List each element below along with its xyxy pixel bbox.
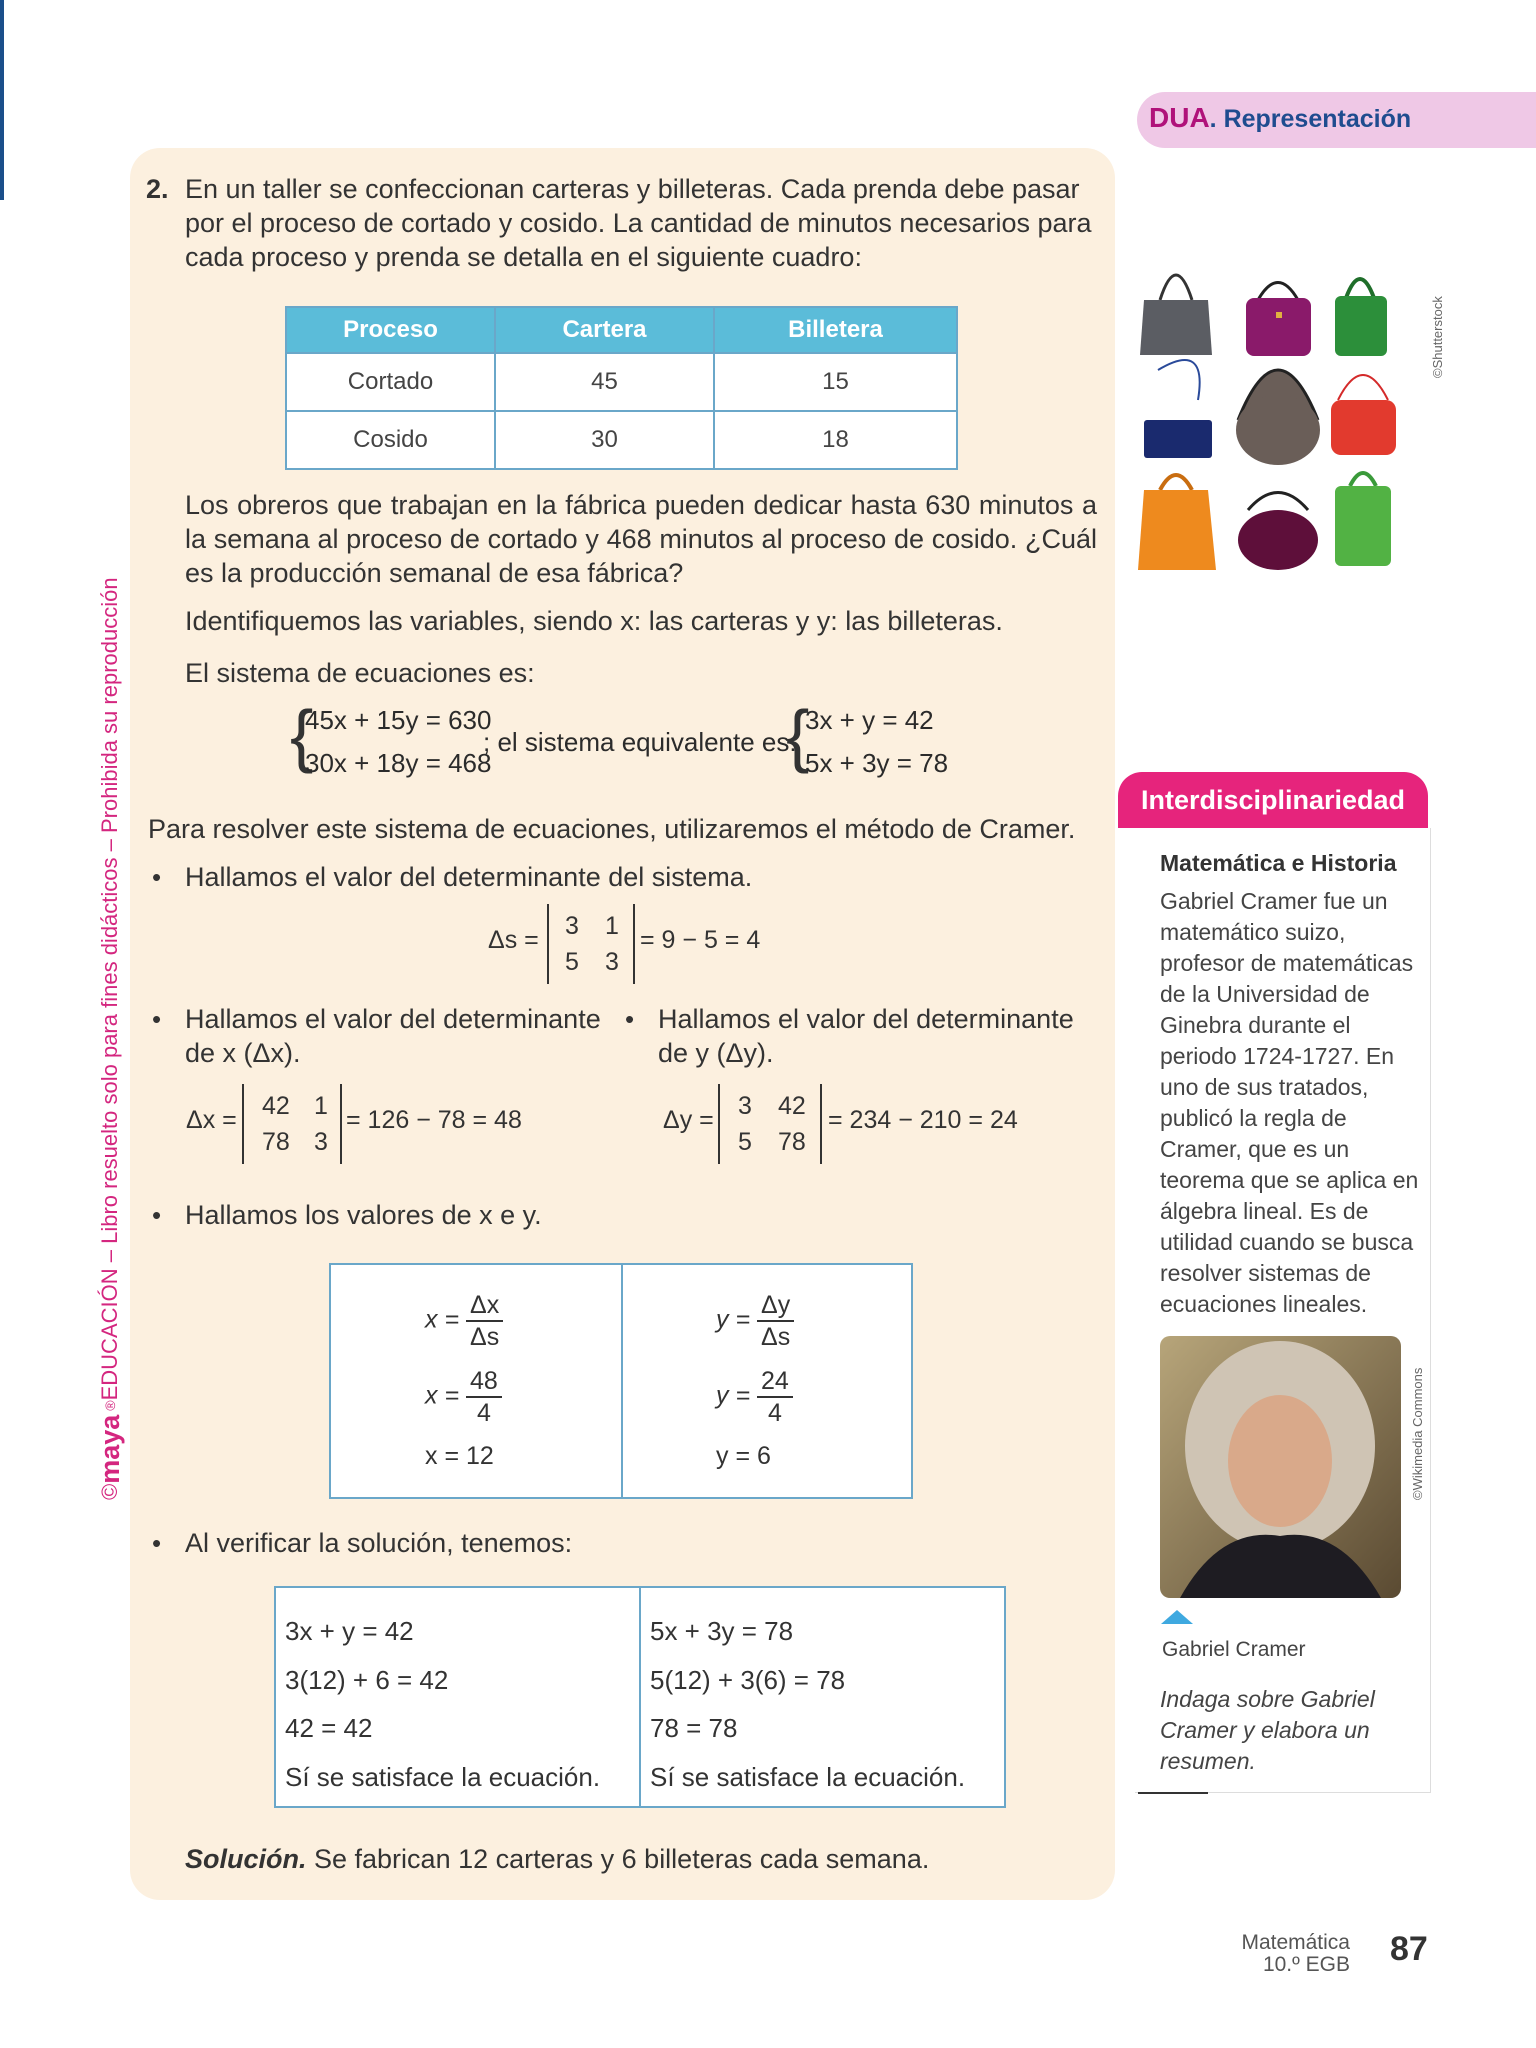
step1-text: • Hallamos el valor del determinante del sistema. [185,860,752,894]
table-cell: 18 [714,411,957,469]
shutterstock-credit: ©Shutterstock [1430,296,1445,378]
solve-y-line1: y = $\frac{\Delta y}{\Delta s}$ [716,1290,794,1352]
step5-text: • Al verificar la solución, tenemos: [185,1526,572,1560]
bag-icon [1246,283,1311,357]
footer-subject: Matemática 10.º EGB [1241,1931,1350,1976]
solve-y-final: y = 6 [716,1442,771,1470]
step2-text: • Hallamos el valor del determinante de x (Δx). [185,1002,605,1070]
page-number: 87 [1390,1930,1428,1968]
det-y-matrix: 3 42 5 78 [718,1084,822,1164]
det-x-result: = 126 − 78 = 48 [346,1106,522,1134]
verify-right: 5x + 3y = 78 5(12) + 3(6) = 78 78 = 78 Sí se satisface la ecuación. [650,1616,966,1792]
solve-x-line2: x = $\frac{48}{4}$ [425,1366,502,1428]
det-x-label: Δx = [186,1106,237,1134]
table-cell: 30 [495,411,714,469]
variables-text: Identifiquemos las variables, siendo x: las carteras y y: las billeteras. [185,606,1003,636]
left-brace: { [290,696,314,774]
bag-icon [1335,279,1387,356]
interdisciplinary-tab: Interdisciplinariedad [1118,772,1428,828]
left-edge-bar [0,0,4,200]
verify-left: 3x + y = 42 3(12) + 6 = 42 42 = 42 Sí se satisface la ecuación. [285,1616,601,1792]
solution-line: Solución. Se fabrican 12 carteras y 6 billeteras cada semana. [185,1844,930,1874]
system1-eq2: 30x + 18y = 468 [305,748,492,778]
det-x-matrix: 42 1 78 3 [242,1084,342,1164]
bag-icon [1144,360,1212,458]
bag-icon [1238,493,1318,571]
sidebar-text: Gabriel Cramer fue un matemático suizo, profesor de matemáticas de la Universidad de Ginebra durante el periodo 1724-1727. En uno de sus tratados, publicó la regla de Cramer, que es un teorema que se aplica en álgebra lineal. Es de utilidad cuando se busca resolver sistemas de ecuaciones lineales. [1160,888,1419,1317]
table-header: Cartera [495,307,714,353]
system1-eq1: 45x + 15y = 630 [305,705,492,735]
system-label: El sistema de ecuaciones es: [185,658,535,688]
det-y-label: Δy = [663,1106,714,1134]
right-brace: { [786,696,810,774]
table-cell: 15 [714,353,957,411]
handbags-illustration [1138,250,1428,570]
wikimedia-credit: ©Wikimedia Commons [1410,1367,1425,1500]
margin-copyright: © maya ® EDUCACIÓN – Libro resuelto solo para fines didácticos – Prohibida su reproducción [94,577,125,1500]
step3-text: • Hallamos el valor del determinante de y (Δy). [658,1002,1078,1070]
det-s-label: Δs = [488,926,539,954]
cramer-portrait [1160,1336,1401,1598]
table-cell: Cosido [286,411,495,469]
solve-x-final: x = 12 [425,1442,494,1470]
sidebar-underline [1138,1792,1208,1794]
solve-box [329,1263,913,1499]
det-s-result: = 9 − 5 = 4 [640,926,761,954]
system-mid-text: ; el sistema equivalente es: [483,727,797,757]
dua-tag: DUA. Representación [1137,92,1536,148]
step4-text: • Hallamos los valores de x e y. [185,1198,542,1232]
bag-icon [1236,370,1320,465]
problem-number: 2. [146,174,169,204]
solve-y-line2: y = $\frac{24}{4}$ [716,1366,793,1428]
solve-x-line1: x = $\frac{\Delta x}{\Delta s}$ [425,1290,503,1352]
system2-eq2: 5x + 3y = 78 [805,748,949,778]
sidebar-task: Indaga sobre Gabriel Cramer y elabora un resumen. [1160,1686,1375,1774]
sidebar-title: Matemática e Historia [1160,850,1397,876]
caption-triangle-icon [1160,1608,1194,1626]
problem-intro: En un taller se confeccionan carteras y billeteras. Cada prenda debe pasar por el proceso de cortado y cosido. La cantidad de minutos necesarios para cada proceso y prenda se detalla en el siguiente cuadro: [185,174,1092,272]
table-cell: 45 [495,353,714,411]
det-s-matrix: 3 1 5 3 [547,904,635,984]
table-header: Proceso [286,307,495,353]
det-y-result: = 234 − 210 = 24 [828,1106,1018,1134]
bag-icon [1140,275,1212,355]
system2-eq1: 3x + y = 42 [805,705,934,735]
bag-icon [1138,475,1216,570]
problem-question: Los obreros que trabajan en la fábrica pueden dedicar hasta 630 minutos a la semana al proceso de cortado y 468 minutos al proceso de cosido. ¿Cuál es la producción semanal de esa fábrica? [185,490,1097,588]
bag-icon [1335,473,1391,566]
portrait-caption: Gabriel Cramer [1162,1638,1306,1661]
bag-icon [1331,375,1396,455]
method-text: Para resolver este sistema de ecuaciones, utilizaremos el método de Cramer. [148,814,1076,844]
table-header: Billetera [714,307,957,353]
process-table [285,306,958,470]
table-cell: Cortado [286,353,495,411]
